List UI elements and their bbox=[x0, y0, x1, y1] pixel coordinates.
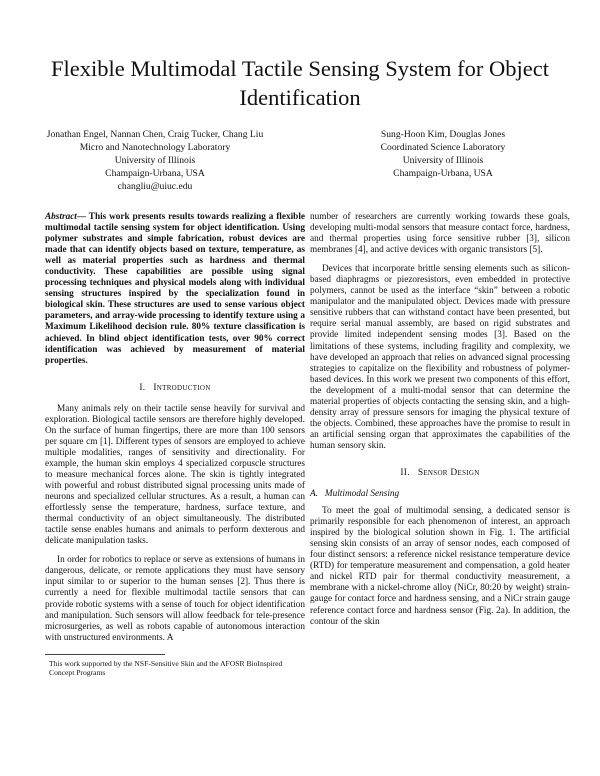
author-university: University of Illinois bbox=[402, 155, 484, 166]
intro-paragraph-2: In order for robotics to replace or serve as extensions of humans in dangerous, delicate, or remote applications they must have sensory input similar to or superior to the human senses [2]. Thus there is currently a need for flexible multimodal tactile sensors that can provide robotic systems with a sense of touch for object identification and manipulation. Such sensors will allow feedback for tele-presence microsurgeries, as well as robots capable of autonomous interaction with unstructured environments. A bbox=[45, 555, 305, 643]
author-block-left bbox=[30, 128, 280, 193]
author-lab: Micro and Nanotechnology Laboratory bbox=[79, 142, 231, 153]
paper-title: Flexible Multimodal Tactile Sensing System for Object Identification bbox=[51, 56, 549, 110]
author-names: Jonathan Engel, Nannan Chen, Craig Tucker, Chang Liu bbox=[46, 129, 264, 140]
author-city: Champaign-Urbana, USA bbox=[393, 168, 493, 179]
footnote-rule bbox=[45, 654, 165, 655]
intro-paragraph-1: Many animals rely on their tactile sense heavily for survival and exploration. Biological tactile sensors are therefore highly developed. On the surface of human fingertips, there are more than 100 sensors per square cm [1]. Different types of sensors are employed to achieve multiple modalities, ranges of sensitivity and directionality. For example, the human skin employs 4 specialized corpuscle structures to measure mechanical forces alone. The skin is tightly integrated with powerful and robust distributed signal processing units made of neurons and specialized cellular structures. As a result, a human can effortlessly sense the temperature, hardness, surface texture, and thermal conductivity of an object simultaneously. The distributed tactile sense enables humans and animals to perform dexterous and delicate manipulation tasks. bbox=[45, 403, 305, 547]
author-university: University of Illinois bbox=[114, 155, 196, 166]
section-number: I. bbox=[139, 382, 146, 393]
subsection-title: Multimodal Sensing bbox=[324, 489, 400, 500]
subsection-label: A. bbox=[310, 489, 318, 500]
section-number: II. bbox=[400, 467, 410, 478]
right-paragraph-2: Devices that incorporate brittle sensing elements such as silicon-based diaphragms or piezoresistors, even embedded in protective polymers, cannot be used as the interface “skin” between a robotic manipulator and the manipulated object. Devices made with pressure sensitive rubbers that can withstand contact have been presented, but require serial manual assembly, are based on rigid substrates and provide limited independent sensing modes [3]. Based on the limitations of these systems, including fragility and complexity, we have developed an approach that relies on advanced signal processing strategies to capitalize on the flexibility and robustness of polymer-based devices. In this work we present two components of this effort, the development of a multi-modal sensor that can determine the material properties of objects contacting the sensing skin, and a high-density array of pressure sensors for imaging the physical texture of the objects. Combined, these approaches have the promise to result in an artificial sensing organ that approximates the capabilities of the human sensory skin. bbox=[310, 264, 570, 451]
section-title: Introduction bbox=[153, 382, 211, 393]
right-paragraph-3: To meet the goal of multimodal sensing, a dedicated sensor is primarily responsible for each phenomenon of interest, an approach inspired by the biological solution shown in Fig. 1. The artificial sensing skin consists of an array of sensor nodes, each composed of four distinct sensors: a reference nickel resistance temperature device (RTD) for temperature measurement and compensation, a gold heater and nickel RTD pair for thermal conductivity measurement, a membrane with a nickel-chrome alloy (NiCr, 80:20 by weight) strain-gauge for contact force and hardness sensing, and a NiCr strain gauge reference contact force and hardness sensor (Fig. 2a). In addition, the contour of the skin bbox=[310, 506, 570, 627]
section-heading-introduction bbox=[45, 383, 305, 394]
author-block-right bbox=[318, 128, 568, 180]
right-paragraph-1: number of researchers are currently working towards these goals, developing multi-modal sensors that measure contact force, hardness, and thermal properties using force sensitive rubber [3], silicon membranes [4], and active devices with organic transistors [5]. bbox=[310, 212, 570, 256]
subsection-heading bbox=[310, 489, 570, 500]
right-column bbox=[310, 212, 570, 636]
section-heading-sensor-design bbox=[310, 468, 570, 479]
abstract-label: Abstract bbox=[45, 212, 77, 222]
footnote: This work supported by the NSF-Sensitive Skin and the AFOSR BioInspired Concept Programs bbox=[49, 658, 283, 678]
author-city: Champaign-Urbana, USA bbox=[105, 168, 205, 179]
section-title: Sensor Design bbox=[417, 467, 480, 478]
author-lab: Coordinated Science Laboratory bbox=[380, 142, 506, 153]
left-column bbox=[45, 212, 305, 678]
author-names: Sung-Hoon Kim, Douglas Jones bbox=[380, 129, 506, 140]
author-email: changliu@uiuc.edu bbox=[117, 181, 193, 192]
abstract-text: — This work presents results towards realizing a flexible multimodal tactile sensing system for object identification. Using polymer substrates and simple fabrication, robust devices are made that can identify objects based on texture, temperature, as well as material properties such as hardness and thermal conductivity. These capabilities are possible using signal processing techniques and physical models along with individual sensing structures inspired by the specialization found in biological skin. These structures are used to sense various object parameters, and array-wide processing to identify texture using a Maximum Likelihood decision rule. 80% texture classification is achieved. In blind object identification tests, over 90% correct identification was achieved by measurement of material properties. bbox=[45, 212, 305, 366]
abstract bbox=[45, 212, 305, 367]
